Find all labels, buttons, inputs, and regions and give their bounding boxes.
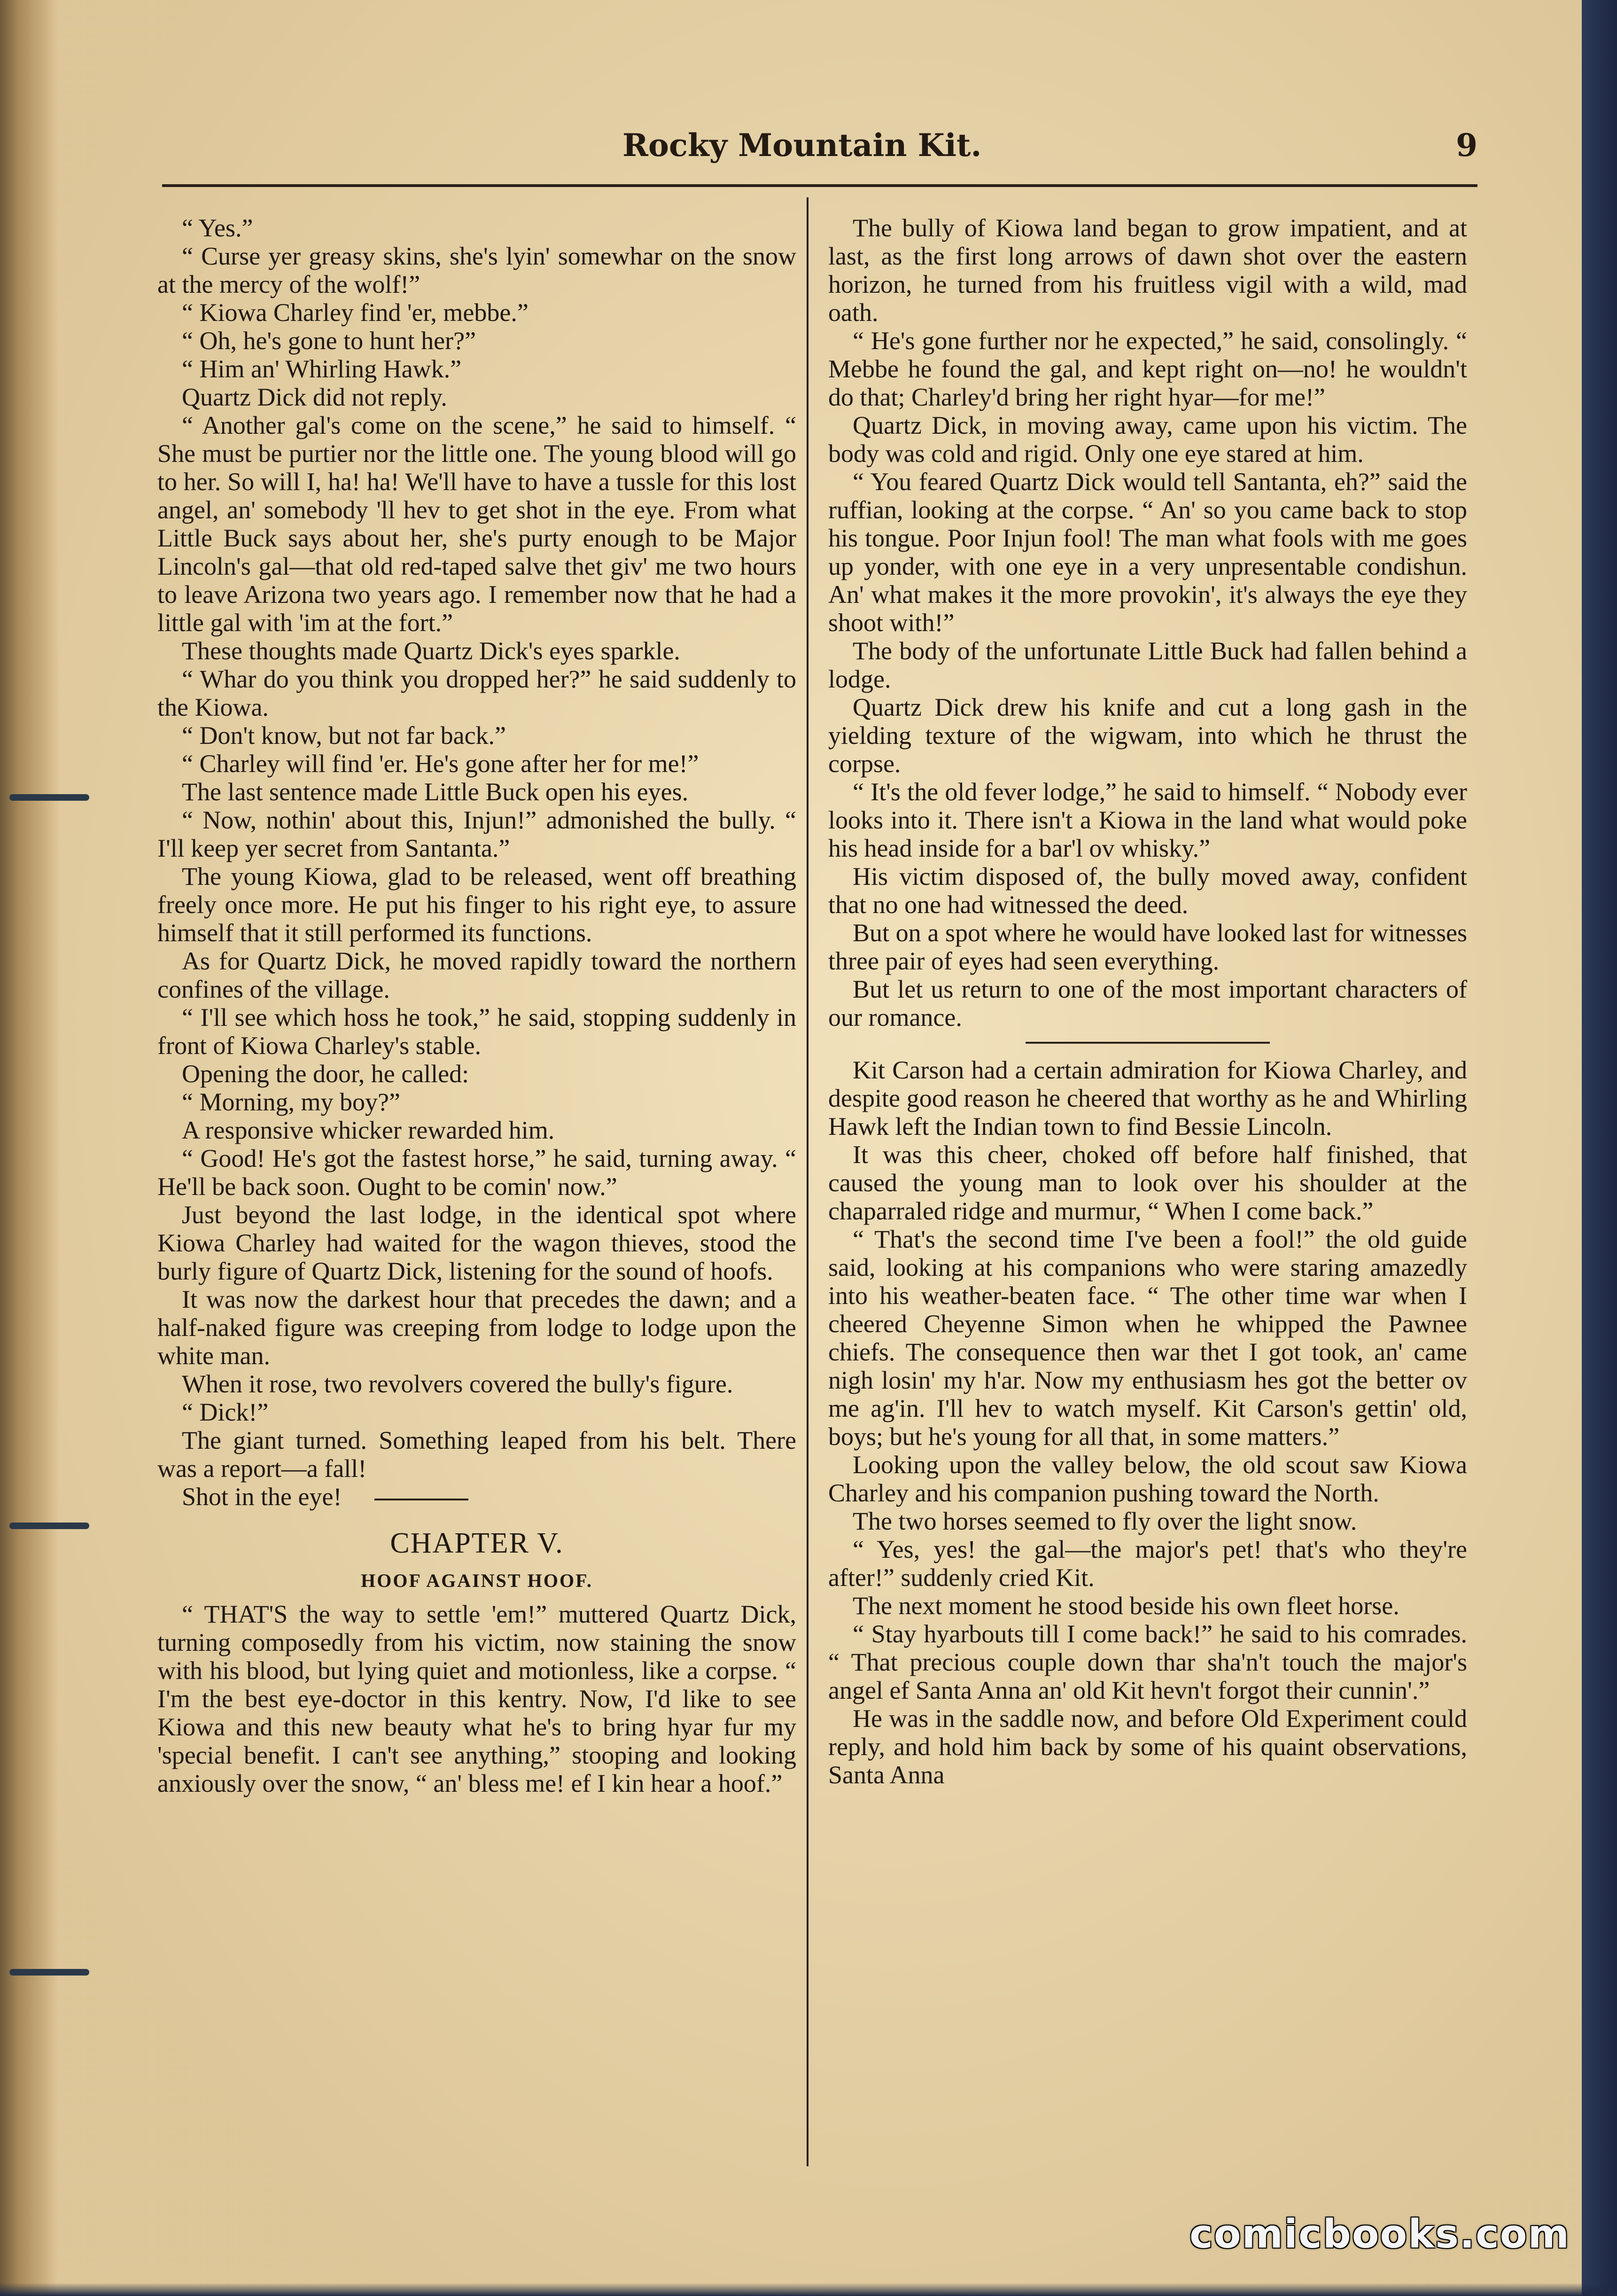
- paragraph: [157, 1426, 796, 1483]
- paragraph: [828, 1620, 1467, 1704]
- paragraph: [157, 355, 796, 383]
- paragraph-text: Kit Carson had a certain admiration for Kiowa Charley, and despite good reason he cheered that worthy as he and Whirling Hawk left the Indian town to find Bessie Lincoln.: [828, 1056, 1467, 1140]
- paragraph: [157, 1201, 796, 1285]
- binding-stitch: [9, 794, 89, 801]
- header-rule: [162, 184, 1477, 187]
- paragraph: [828, 1451, 1467, 1507]
- right-column-text: [828, 214, 1467, 1031]
- paragraph-text: “ You feared Quartz Dick would tell Santanta, eh?” said the ruffian, looking at the corpse. “ An' so you came back to stop his tongue. Poor Injun fool! The man what fools with me goes up yonder, with one eye in a very unpresentable condishun. An' what makes it the more provokin', it's always the eye they shoot with!”: [828, 468, 1467, 637]
- paragraph-text: “ Morning, my boy?”: [182, 1088, 400, 1116]
- page-edge-right: [1582, 0, 1617, 2296]
- paragraph-text: The two horses seemed to fly over the light snow.: [853, 1507, 1357, 1535]
- paragraph: [828, 411, 1467, 468]
- right-column-text-continued: [828, 1056, 1467, 1789]
- paragraph-text: His victim disposed of, the bully moved away, confident that no one had witnessed the deed.: [828, 862, 1467, 919]
- paragraph-text: “ Dick!”: [182, 1398, 269, 1426]
- paragraph-text: These thoughts made Quartz Dick's eyes sparkle.: [182, 637, 680, 665]
- paragraph-text: The giant turned. Something leaped from his belt. There was a report—a fall!: [157, 1426, 796, 1483]
- paragraph: [157, 1144, 796, 1201]
- paragraph: [157, 242, 796, 298]
- running-header: [162, 127, 1477, 169]
- paragraph: [828, 327, 1467, 411]
- paragraph-text: “ Now, nothin' about this, Injun!” admonished the bully. “ I'll keep yer secret from Santanta.”: [157, 806, 796, 862]
- paragraph-text: It was this cheer, choked off before half finished, that caused the young man to look over his shoulder at the chaparraled ridge and murmur, “ When I come back.”: [828, 1140, 1467, 1225]
- paragraph-text: “ Yes.”: [182, 214, 253, 242]
- paragraph-text: But let us return to one of the most important characters of our romance.: [828, 975, 1467, 1031]
- page-edge-bottom: [0, 2283, 1617, 2296]
- paragraph: [828, 1140, 1467, 1225]
- paragraph: [157, 1060, 796, 1088]
- paragraph: [157, 862, 796, 947]
- paragraph-text: “ He's gone further nor he expected,” he said, consolingly. “ Mebbe he found the gal, and kept right on—no! he wouldn't do that; Charley'd bring her right hyar—for me!”: [828, 327, 1467, 411]
- paragraph-text: Quartz Dick did not reply.: [182, 383, 447, 411]
- page-number: 9: [1456, 127, 1477, 164]
- paragraph: [828, 1535, 1467, 1592]
- watermark-logo: comicbooks.com: [1189, 2211, 1570, 2257]
- paragraph-text: “ Charley will find 'er. He's gone after her for me!”: [182, 750, 699, 778]
- paragraph: [157, 1483, 796, 1511]
- paragraph-text: A responsive whicker rewarded him.: [182, 1116, 555, 1144]
- paragraph-text: “ THAT'S the way to settle 'em!” muttered Quartz Dick, turning composedly from his victim, now staining the snow with his blood, but lying quiet and motionless, like a corpse. “ I'm the best eye-doctor in this kentry. Now, I'd like to see Kiowa and this new beauty what he's to bring hyar fur my 'special benefit. I can't see anything,” stooping and looking anxiously over the snow, “ an' bless me! ef I kin hear a hoof.”: [157, 1600, 796, 1797]
- chapter-subtitle: HOOF AGAINST HOOF.: [361, 1570, 593, 1591]
- paragraph: [157, 637, 796, 665]
- paragraph-text: As for Quartz Dick, he moved rapidly toward the northern confines of the village.: [157, 947, 796, 1003]
- right-column: [828, 214, 1467, 2187]
- paragraph: [157, 1116, 796, 1144]
- paragraph-text: Quartz Dick, in moving away, came upon his victim. The body was cold and rigid. Only one eye stared at him.: [828, 411, 1467, 468]
- paragraph: [157, 327, 796, 355]
- paragraph-text: “ Stay hyarbouts till I come back!” he said to his comrades. “ That precious couple down thar sha'n't touch the major's angel ef Santa Anna an' old Kit hevn't forgot their cunnin'.”: [828, 1620, 1467, 1704]
- paragraph: [828, 1225, 1467, 1451]
- paragraph-text: The next moment he stood beside his own fleet horse.: [853, 1592, 1399, 1620]
- paragraph: [828, 468, 1467, 637]
- paragraph-text: The last sentence made Little Buck open his eyes.: [182, 778, 689, 806]
- paragraph: [157, 750, 796, 778]
- paragraph-text: The young Kiowa, glad to be released, went off breathing freely once more. He put his finger to his right eye, to assure himself that it still performed its functions.: [157, 862, 796, 947]
- binding-stitch: [9, 1969, 89, 1976]
- paragraph: [157, 721, 796, 750]
- left-column: [157, 214, 796, 2187]
- paragraph-text: It was now the darkest hour that precedes the dawn; and a half-naked figure was creeping from lodge to lodge upon the white man.: [157, 1285, 796, 1370]
- paragraph: [828, 862, 1467, 919]
- paragraph-text: Shot in the eye!: [182, 1483, 342, 1511]
- paragraph: [157, 1003, 796, 1060]
- paragraph: [828, 214, 1467, 327]
- paragraph-text: “ I'll see which hoss he took,” he said, stopping suddenly in front of Kiowa Charley's stable.: [157, 1003, 796, 1060]
- paragraph-text: “ It's the old fever lodge,” he said to himself. “ Nobody ever looks into it. There isn't a Kiowa in the land what would poke his head inside for a bar'l ov whisky.”: [828, 778, 1467, 862]
- paragraph-text: When it rose, two revolvers covered the bully's figure.: [182, 1370, 733, 1398]
- column-divider: [807, 197, 808, 2166]
- running-title: Rocky Mountain Kit.: [622, 127, 982, 164]
- paragraph: [828, 1704, 1467, 1789]
- paragraph: [157, 806, 796, 862]
- paragraph-text: But on a spot where he would have looked last for witnesses three pair of eyes had seen everything.: [828, 919, 1467, 975]
- scene-break-rule: [374, 1499, 468, 1500]
- chapter-heading: CHAPTER V.: [390, 1527, 564, 1559]
- section-break-rule: [1026, 1042, 1270, 1044]
- paragraph: [828, 1507, 1467, 1535]
- paragraph-text: “ That's the second time I've been a fool!” the old guide said, looking at his companions who were staring amazedly into his weather-beaten face. “ The other time war when I cheered Cheyenne Simon when he whipped the Pawnee chiefs. The consequence then war thet I got took, an' came nigh losin' my h'ar. Now my enthusiasm hes got the better ov me ag'in. I'll hev to watch myself. Kit Carson's gettin' old, boys; but he's young for all that, in some matters.”: [828, 1225, 1467, 1451]
- paragraph-text: “ Yes, yes! the gal—the major's pet! that's who they're after!” suddenly cried Kit.: [828, 1535, 1467, 1592]
- paragraph: [828, 975, 1467, 1031]
- paragraph-text: The body of the unfortunate Little Buck had fallen behind a lodge.: [828, 637, 1467, 693]
- paragraph: [828, 1592, 1467, 1620]
- paragraph: [157, 665, 796, 721]
- paragraph-text: “ Whar do you think you dropped her?” he said suddenly to the Kiowa.: [157, 665, 796, 721]
- paragraph-text: Opening the door, he called:: [182, 1060, 469, 1088]
- paragraph-text: “ Curse yer greasy skins, she's lyin' somewhar on the snow at the mercy of the wolf!”: [157, 242, 796, 298]
- paragraph: [157, 214, 796, 242]
- paragraph: [157, 1600, 796, 1797]
- paragraph: [157, 1285, 796, 1370]
- paragraph-text: Looking upon the valley below, the old scout saw Kiowa Charley and his companion pushing toward the North.: [828, 1451, 1467, 1507]
- paragraph: [828, 778, 1467, 862]
- chapter-text: [157, 1600, 796, 1797]
- paragraph: [157, 947, 796, 1003]
- paragraph-text: “ Oh, he's gone to hunt her?”: [182, 327, 476, 355]
- paragraph-text: “ Good! He's got the fastest horse,” he said, turning away. “ He'll be back soon. Ought to be comin' now.”: [157, 1144, 796, 1201]
- paragraph: [157, 778, 796, 806]
- paragraph-text: Just beyond the last lodge, in the identical spot where Kiowa Charley had waited for the wagon thieves, stood the burly figure of Quartz Dick, listening for the sound of hoofs.: [157, 1201, 796, 1285]
- paragraph-text: “ Don't know, but not far back.”: [182, 721, 506, 750]
- left-column-text: [157, 214, 796, 1511]
- paragraph: [828, 693, 1467, 778]
- paragraph: [157, 298, 796, 327]
- paragraph: [157, 1398, 796, 1426]
- paragraph-text: Quartz Dick drew his knife and cut a long gash in the yielding texture of the wigwam, into which he thrust the corpse.: [828, 693, 1467, 778]
- paragraph: [157, 411, 796, 637]
- paragraph-text: The bully of Kiowa land began to grow impatient, and at last, as the first long arrows of dawn shot over the eastern horizon, he turned from his fruitless vigil with a wild, mad oath.: [828, 214, 1467, 327]
- paragraph-text: “ Kiowa Charley find 'er, mebbe.”: [182, 298, 529, 327]
- book-binding: [0, 0, 59, 2296]
- paragraph: [157, 383, 796, 411]
- paragraph-text: He was in the saddle now, and before Old Experiment could reply, and hold him back by some of his quaint observations, Santa Anna: [828, 1704, 1467, 1789]
- binding-stitch: [9, 1523, 89, 1529]
- paragraph: [828, 637, 1467, 693]
- paragraph-text: “ Him an' Whirling Hawk.”: [182, 355, 462, 383]
- paragraph: [157, 1088, 796, 1116]
- paragraph: [828, 919, 1467, 975]
- paragraph: [828, 1056, 1467, 1140]
- paragraph-text: “ Another gal's come on the scene,” he said to himself. “ She must be purtier nor the little one. The young blood will go to her. So will I, ha! ha! We'll have to have a tussle for this lost angel, an' somebody 'll hev to get shot in the eye. From what Little Buck says about her, she's purty enough to be Major Lincoln's gal—that old red-taped salve thet giv' me two hours to leave Arizona two years ago. I remember now that he had a little gal with 'im at the fort.”: [157, 411, 796, 637]
- paragraph: [157, 1370, 796, 1398]
